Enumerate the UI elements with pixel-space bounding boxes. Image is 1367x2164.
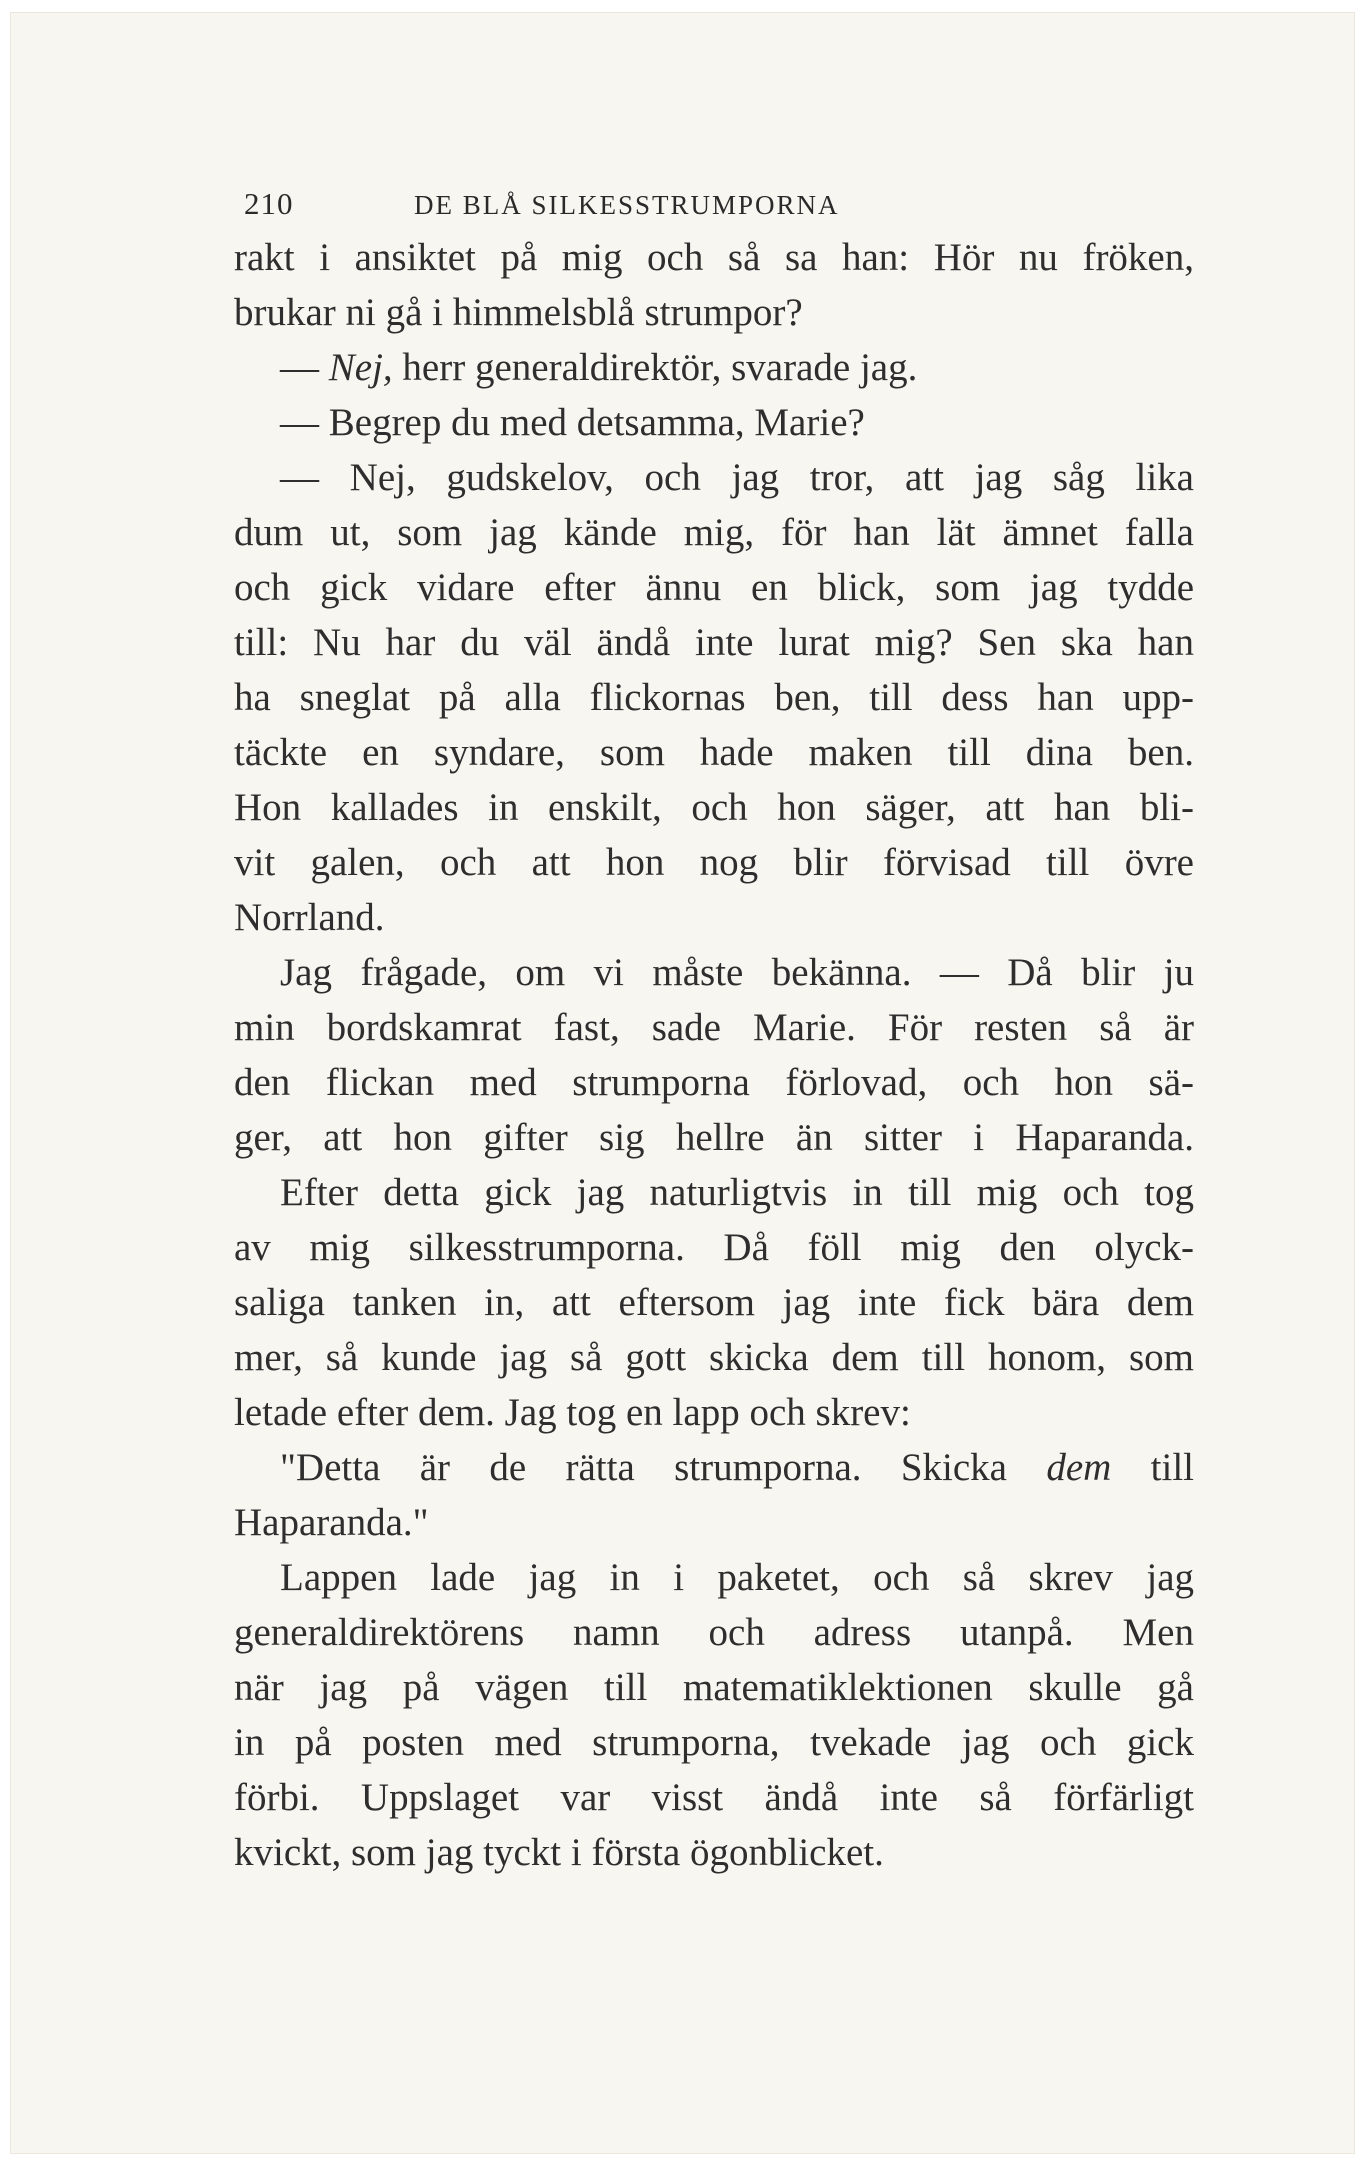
line-rest: herr generaldirektör, svarade jag. bbox=[392, 346, 918, 389]
text-line: saliga tanken in, att eftersom jag inte fick bära dem bbox=[234, 1281, 1194, 1324]
text-line bbox=[234, 1440, 1194, 1495]
text-line: dum ut, som jag kände mig, för han lät ämnet falla bbox=[234, 511, 1194, 554]
text-line: den flickan med strumporna förlovad, och hon sä- bbox=[234, 1061, 1194, 1104]
text-line: Hon kallades in enskilt, och hon säger, att han bli- bbox=[234, 786, 1194, 829]
page-header bbox=[244, 186, 1064, 236]
text-line: Efter detta gick jag naturligtvis in till mig och tog bbox=[280, 1171, 1194, 1214]
text-line: vit galen, och att hon nog blir förvisad till övre bbox=[234, 841, 1194, 884]
italic-word: Nej, bbox=[328, 346, 393, 389]
text-line: och gick vidare efter ännu en blick, som jag tydde bbox=[234, 566, 1194, 609]
text-line: Haparanda." bbox=[234, 1501, 429, 1544]
text-line: rakt i ansiktet på mig och så sa han: Hör nu fröken, bbox=[234, 236, 1194, 279]
text-line: — Nej, gudskelov, och jag tror, att jag såg lika bbox=[280, 456, 1194, 499]
page-number: 210 bbox=[244, 186, 294, 221]
dash: — bbox=[280, 346, 329, 389]
text-line: Lappen lade jag in i paketet, och så skrev jag bbox=[280, 1556, 1194, 1599]
text-line: täckte en syndare, som hade maken till dina ben. bbox=[234, 731, 1194, 774]
line-start: "Detta är de rätta strumporna. Skicka bbox=[280, 1446, 1047, 1489]
text-line: ha sneglat på alla flickornas ben, till dess han upp- bbox=[234, 676, 1194, 719]
text-line: kvickt, som jag tyckt i första ögonblicket. bbox=[234, 1831, 884, 1874]
text-line: generaldirektörens namn och adress utanpå. Men bbox=[234, 1611, 1194, 1654]
text-line: till: Nu har du väl ändå inte lurat mig? Sen ska han bbox=[234, 621, 1194, 664]
running-title: DE BLÅ SILKESSTRUMPORNA bbox=[414, 190, 840, 220]
text-line: av mig silkesstrumporna. Då föll mig den olyck- bbox=[234, 1226, 1194, 1269]
text-line: när jag på vägen till matematiklektionen skulle gå bbox=[234, 1666, 1194, 1709]
text-line: min bordskamrat fast, sade Marie. För resten så är bbox=[234, 1006, 1194, 1049]
text-line: letade efter dem. Jag tog en lapp och skrev: bbox=[234, 1391, 911, 1434]
line-end: till bbox=[1111, 1446, 1194, 1489]
italic-word: dem bbox=[1046, 1446, 1112, 1489]
text-line: Jag frågade, om vi måste bekänna. — Då blir ju bbox=[280, 951, 1194, 994]
body-text bbox=[234, 230, 1194, 1880]
text-line: ger, att hon gifter sig hellre än sitter i Haparanda. bbox=[234, 1116, 1194, 1159]
text-line bbox=[234, 340, 1194, 395]
text-line: Norrland. bbox=[234, 896, 385, 939]
text-line: — Begrep du med detsamma, Marie? bbox=[280, 401, 865, 444]
text-line: förbi. Uppslaget var visst ändå inte så förfärligt bbox=[234, 1776, 1194, 1819]
text-line: mer, så kunde jag så gott skicka dem till honom, som bbox=[234, 1336, 1194, 1379]
text-line: brukar ni gå i himmelsblå strumpor? bbox=[234, 291, 803, 334]
text-line: in på posten med strumporna, tvekade jag och gick bbox=[234, 1721, 1194, 1764]
